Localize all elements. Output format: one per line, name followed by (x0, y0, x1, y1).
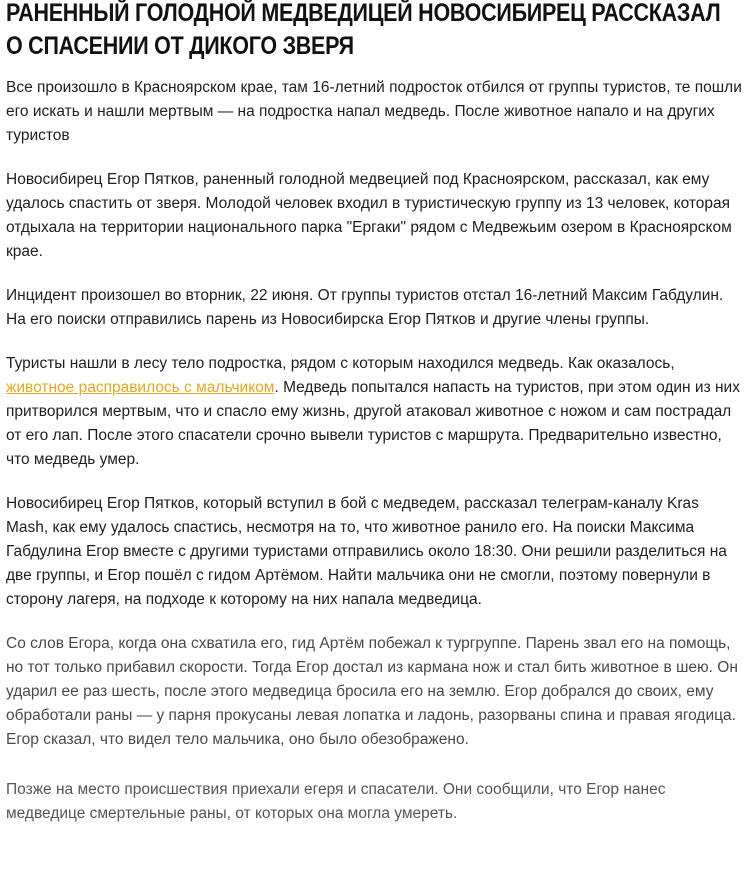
article-headline (6, 0, 746, 63)
paragraph-5: Со слов Егора, когда она схватила его, гид Артём побежал к тургруппе. Парень звал его на помощь, но тот только прибавил скорости. Тогда Егор достал из кармана нож и стал бить животное в шею. Он ударил ее раз шесть, после этого медведица бросила его на землю. Егор добрался до своих, ему обработали раны — у парня прокусаны левая лопатка и ладонь, разорваны спина и правая ягодица. Егор сказал, что видел тело мальчика, оно было обезображено. (6, 635, 738, 748)
paragraph-2: Инцидент произошел во вторник, 22 июня. От группы туристов отстал 16-летний Максим Габдулин. На его поиски отправились парень из Новосибирска Егор Пятков и другие члены группы. (6, 287, 724, 328)
headline-line-1: РАНЕННЫЙ ГОЛОДНОЙ МЕДВЕДИЦЕЙ НОВОСИБИРЕЦ РАССКАЗАЛ (6, 0, 721, 27)
paragraph-3-text-after: . Медведь попытался напасть на туристов, при этом один из них притворился мертвым, что и спасло ему жизнь, другой атаковал животное с ножом и сам пострадал от его лап. После этого спасатели срочно вывели туристов с маршрута. Предварительно известно, что медведь умер. (6, 379, 740, 468)
paragraph-4: Новосибирец Егор Пятков, который вступил в бой с медведем, рассказал телеграм-каналу Kras Mash, как ему удалось спастись, несмотря на то, что животное ранило его. На поиски Максима Габдулина Егор вместе с другими туристами отправились около 18:30. Они решили разделиться на две группы, и Егор пошёл с гидом Артёмом. Найти мальчика они не смогли, поэтому повернули в сторону лагеря, на подходе к которому на них напала медведица. (6, 495, 727, 608)
paragraph-6: Позже на место происшествия приехали егеря и спасатели. Они сообщили, что Егор нанес медведице смертельные раны, от которых она могла умереть. (6, 781, 666, 822)
headline-line-2: О СПАСЕНИИ ОТ ДИКОГО ЗВЕРЯ (6, 32, 354, 60)
paragraph-3-text-before: Туристы нашли в лесу тело подростка, рядом с которым находился медведь. Как оказалось, (6, 355, 675, 372)
article-lead: Все произошло в Красноярском крае, там 16-летний подросток отбился от группы туристов, те пошли его искать и нашли мертвым — на подростка напал медведь. После животное напало и на других туристов (6, 79, 742, 144)
bear-killed-boy-link[interactable]: животное расправилось с мальчиком (6, 379, 275, 396)
paragraph-3 (6, 352, 745, 472)
paragraph-1: Новосибирец Егор Пятков, раненный голодной медвецией под Красноярском, рассказал, как ему удалось спастить от зверя. Молодой человек входил в туристическую группу из 13 человек, которая отдыхала на территории национального парка "Ергаки" рядом с Медвежьим озером в Красноярском крае. (6, 171, 732, 260)
